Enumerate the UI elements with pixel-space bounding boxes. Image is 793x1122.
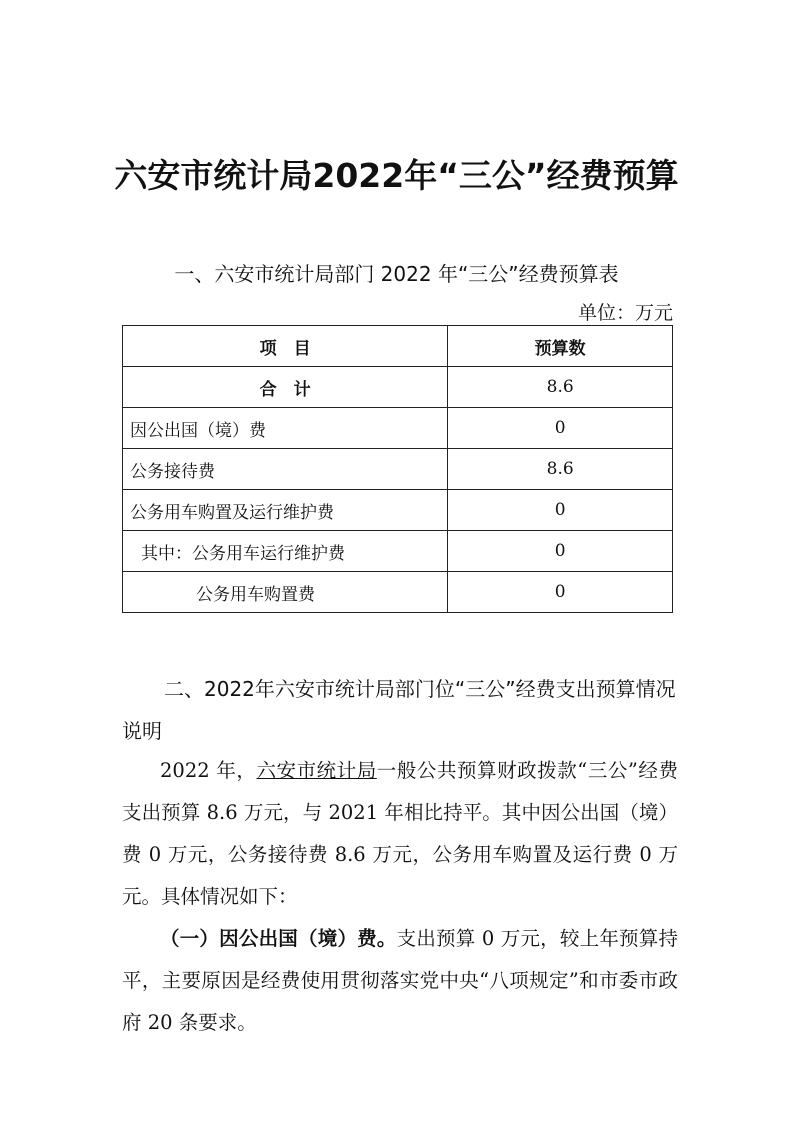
para1-prefix: 2022 年，: [160, 759, 257, 782]
row-value-total: 8.6: [448, 367, 673, 408]
row-item: 公务用车购置费: [123, 572, 448, 613]
row-value: 8.6: [448, 449, 673, 490]
table-row: [123, 367, 673, 408]
row-value: 0: [448, 490, 673, 531]
page-title: 六安市统计局2022年“三公”经费预算: [114, 156, 679, 195]
org-name: 六安市统计局: [256, 759, 377, 782]
row-item: 其中：公务用车运行维护费: [123, 531, 448, 572]
header-value: 预算数: [448, 326, 673, 367]
row-item: 公务接待费: [123, 449, 448, 490]
row-value: 0: [448, 572, 673, 613]
table-row: [123, 490, 673, 531]
row-value: 0: [448, 531, 673, 572]
table-row: [123, 408, 673, 449]
table-row: [123, 449, 673, 490]
row-item: 因公出国（境）费: [123, 408, 448, 449]
row-value: 0: [448, 408, 673, 449]
paragraph-overview: [122, 750, 678, 918]
section2-heading: 二、2022年六安市统计局部门位“三公”经费支出预算情况说明: [122, 677, 676, 743]
table-header-row: [123, 326, 673, 367]
unit-note: 单位：万元: [577, 302, 673, 324]
row-item-total: 合 计: [123, 367, 448, 408]
row-item: 公务用车购置及运行维护费: [123, 490, 448, 531]
para2-rest: 支出预算 0 万元，较上年预算持平，主要原因是经费使用贯彻落实党中央“八项规定”和市委市政府 20 条要求。: [122, 927, 678, 1034]
para2-lead: （一）因公出国（境）费。: [160, 927, 397, 950]
section1-heading: 一、六安市统计局部门 2022 年“三公”经费预算表: [174, 262, 619, 286]
para1-rest: 一般公共预算财政拨款“三公”经费支出预算 8.6 万元，与 2021 年相比持平。其中因公出国（境）费 0 万元，公务接待费 8.6 万元，公务用车购置及运行费 0 万元。具体情况如下：: [122, 759, 678, 908]
budget-table: [122, 325, 673, 613]
table-row: [123, 531, 673, 572]
paragraph-overseas: [122, 918, 678, 1044]
table-row: [123, 572, 673, 613]
header-item: 项 目: [123, 326, 448, 367]
